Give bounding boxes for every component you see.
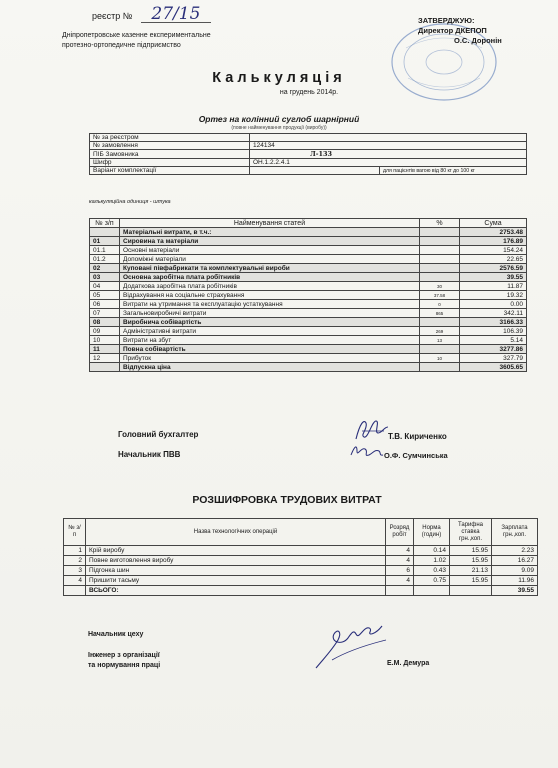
labor-cell-rank: 4 — [386, 546, 414, 556]
labor-cell-norm: 0.43 — [414, 566, 450, 576]
cost-cell-sum: 2753.48 — [460, 228, 527, 237]
cost-row — [90, 327, 527, 336]
labor-cell-op: Пришити тасьму — [86, 576, 386, 586]
cost-cell-no: 01.1 — [90, 246, 120, 255]
cost-cell-pct: 13 — [420, 336, 460, 345]
cost-cell-no: 07 — [90, 309, 120, 318]
labor-cell-rate: 15.95 — [450, 576, 492, 586]
cost-cell-pct — [420, 345, 460, 354]
labor-col-rank: Розряд робіт — [386, 519, 414, 546]
cost-cell-name: Витрати на збут — [120, 336, 420, 345]
org-line-2: протезно-ортопедичне підприємство — [62, 42, 181, 49]
order-meta-table — [89, 133, 527, 175]
cost-cell-no: 11 — [90, 345, 120, 354]
meta-row — [90, 142, 527, 150]
signature-demura-icon — [312, 620, 390, 672]
cost-cell-name: Прибуток — [120, 354, 420, 363]
organization-name — [62, 31, 211, 51]
cost-row — [90, 336, 527, 345]
labor-cell-op: Повне виготовлення виробу — [86, 556, 386, 566]
cost-cell-no: 05 — [90, 291, 120, 300]
labor-total-value: 39.55 — [492, 586, 538, 596]
cost-table — [89, 218, 527, 372]
labor-total-spacer — [64, 586, 86, 596]
cost-cell-name: Допоміжні матеріали — [120, 255, 420, 264]
document-title: Калькуляція — [212, 70, 346, 86]
engineer-label-line-2: та нормування праці — [88, 662, 161, 669]
cost-cell-sum: 176.89 — [460, 237, 527, 246]
labor-total-row — [64, 586, 538, 596]
cost-cell-name: Адміністративні витрати — [120, 327, 420, 336]
meta-row — [90, 159, 527, 167]
product-note: (повне найменування продукції (виробу)) — [231, 125, 327, 131]
cost-cell-sum: 0.00 — [460, 300, 527, 309]
meta-value — [250, 134, 527, 142]
approve-position: Директор ДКЕПОП — [418, 26, 487, 35]
cost-cell-name: Повна собівартість — [120, 345, 420, 354]
labor-cell-norm: 0.75 — [414, 576, 450, 586]
meta-label: Варіант комплектації — [90, 167, 250, 175]
cost-cell-pct — [420, 264, 460, 273]
meta-row — [90, 167, 527, 175]
cost-cell-pct: 10 — [420, 354, 460, 363]
cost-cell-no: 12 — [90, 354, 120, 363]
pvv-head-name: О.Ф. Сумчинська — [384, 451, 448, 460]
labor-cell-rank: 6 — [386, 566, 414, 576]
cost-cell-no: 06 — [90, 300, 120, 309]
labor-total-spacer — [386, 586, 414, 596]
cost-cell-sum: 39.55 — [460, 273, 527, 282]
meta-extra: для пацієнтів вагою від 80 кг до 100 кг — [380, 167, 527, 175]
labor-table-body — [64, 546, 538, 586]
cost-cell-no: 01 — [90, 237, 120, 246]
cost-row — [90, 318, 527, 327]
cost-row — [90, 273, 527, 282]
cost-cell-sum: 22.65 — [460, 255, 527, 264]
cost-row — [90, 354, 527, 363]
labor-row — [64, 576, 538, 586]
cost-cell-name: Куповані півфабрикати та комплектувальні вироби — [120, 264, 420, 273]
cost-cell-sum: 2576.59 — [460, 264, 527, 273]
cost-row — [90, 255, 527, 264]
labor-row — [64, 546, 538, 556]
approve-name: О.С. Доронін — [454, 36, 502, 45]
labor-cell-norm: 0.14 — [414, 546, 450, 556]
cost-cell-name: Виробнича собівартість — [120, 318, 420, 327]
col-header-pct: % — [420, 219, 460, 228]
labor-header-row — [64, 519, 538, 546]
signature-sumchynska-icon — [349, 443, 385, 459]
cost-cell-pct — [420, 318, 460, 327]
cost-row — [90, 291, 527, 300]
labor-cell-no: 2 — [64, 556, 86, 566]
cost-cell-sum: 3166.33 — [460, 318, 527, 327]
labor-cell-rate: 15.95 — [450, 546, 492, 556]
cost-row — [90, 237, 527, 246]
cost-cell-name: Витрати на утримання та експлуатацію устаткування — [120, 300, 420, 309]
labor-cell-no: 1 — [64, 546, 86, 556]
registry-line — [92, 6, 211, 23]
labor-cell-op: Підгонка шин — [86, 566, 386, 576]
meta-label: № за реєстром — [90, 134, 250, 142]
calc-unit-note: калькуляційна одиниця - штука — [89, 199, 171, 205]
labor-col-no: № з/п — [64, 519, 86, 546]
registry-number: 27/15 — [141, 6, 211, 23]
cost-cell-pct: 269 — [420, 327, 460, 336]
labor-cell-wage: 16.27 — [492, 556, 538, 566]
meta-value: ОН.1.2.2.4.1 — [250, 159, 527, 167]
labor-col-wage: Зарплата грн.,коп. — [492, 519, 538, 546]
meta-label: ПІБ Замовника — [90, 150, 250, 159]
chief-accountant-name: Т.В. Кириченко — [388, 432, 447, 441]
cost-cell-pct — [420, 246, 460, 255]
cost-header-row — [90, 219, 527, 228]
cost-cell-pct — [420, 363, 460, 372]
labor-col-rate: Тарифна ставка грн.,коп. — [450, 519, 492, 546]
chief-accountant-label: Головний бухгалтер — [118, 430, 199, 439]
labor-costs-title: РОЗШИФРОВКА ТРУДОВИХ ВИТРАТ — [192, 494, 382, 506]
cost-cell-sum: 11.87 — [460, 282, 527, 291]
labor-cell-wage: 9.09 — [492, 566, 538, 576]
cost-cell-sum: 19.32 — [460, 291, 527, 300]
cost-row — [90, 300, 527, 309]
cost-cell-pct: 0 — [420, 300, 460, 309]
labor-total-label: ВСЬОГО: — [86, 586, 386, 596]
cost-cell-sum: 3605.65 — [460, 363, 527, 372]
approve-label: ЗАТВЕРДЖУЮ: — [418, 16, 475, 25]
cost-cell-no: 10 — [90, 336, 120, 345]
cost-cell-name: Основні матеріали — [120, 246, 420, 255]
cost-cell-pct — [420, 255, 460, 264]
cost-cell-sum: 327.79 — [460, 354, 527, 363]
registry-label: реєстр № — [92, 11, 133, 21]
cost-cell-name: Основна заробітна плата робітників — [120, 273, 420, 282]
engineer-label — [88, 651, 160, 671]
meta-value: Л-133 — [250, 150, 527, 159]
labor-col-op: Назва технологічних операцій — [86, 519, 386, 546]
labor-cell-rate: 21.13 — [450, 566, 492, 576]
labor-cell-wage: 2.23 — [492, 546, 538, 556]
cost-cell-sum: 3277.86 — [460, 345, 527, 354]
labor-table — [63, 518, 538, 596]
meta-value: 124134 — [250, 142, 527, 150]
meta-value — [250, 167, 380, 175]
meta-row — [90, 150, 527, 159]
cost-cell-no: 04 — [90, 282, 120, 291]
cost-cell-sum: 5.14 — [460, 336, 527, 345]
cost-cell-name: Додаткова заробітна плата робітників — [120, 282, 420, 291]
cost-cell-no — [90, 228, 120, 237]
cost-cell-sum: 154.24 — [460, 246, 527, 255]
cost-row — [90, 345, 527, 354]
labor-row — [64, 556, 538, 566]
col-header-sum: Сума — [460, 219, 527, 228]
cost-row — [90, 363, 527, 372]
org-line-1: Дніпропетровське казенне експериментальне — [62, 32, 211, 39]
cost-row — [90, 264, 527, 273]
labor-cell-no: 4 — [64, 576, 86, 586]
labor-cell-rank: 4 — [386, 576, 414, 586]
cost-cell-no: 03 — [90, 273, 120, 282]
cost-cell-no: 02 — [90, 264, 120, 273]
col-header-no: № з/п — [90, 219, 120, 228]
approval-block — [418, 16, 502, 46]
labor-col-norm: Норма (годин) — [414, 519, 450, 546]
labor-cell-rate: 15.95 — [450, 556, 492, 566]
cost-cell-no: 08 — [90, 318, 120, 327]
cost-cell-pct: 37.58 — [420, 291, 460, 300]
cost-cell-sum: 106.39 — [460, 327, 527, 336]
meta-label: Шифр — [90, 159, 250, 167]
labor-cell-rank: 4 — [386, 556, 414, 566]
cost-cell-pct — [420, 237, 460, 246]
engineer-name: Е.М. Демура — [387, 660, 430, 667]
cost-row — [90, 309, 527, 318]
col-header-name: Найменування статей — [120, 219, 420, 228]
labor-row — [64, 566, 538, 576]
cost-cell-name: Відпускна ціна — [120, 363, 420, 372]
document-period: на грудень 2014р. — [279, 89, 339, 96]
cost-cell-pct: 865 — [420, 309, 460, 318]
cost-cell-name: Загальновиробничі витрати — [120, 309, 420, 318]
cost-cell-pct — [420, 273, 460, 282]
labor-cell-no: 3 — [64, 566, 86, 576]
cost-table-body — [90, 228, 527, 372]
signature-kyrychenko-icon — [350, 417, 390, 443]
cost-row — [90, 282, 527, 291]
meta-row — [90, 134, 527, 142]
labor-total-spacer — [450, 586, 492, 596]
cost-cell-name: Відрахування на соціальне страхування — [120, 291, 420, 300]
labor-total-spacer — [414, 586, 450, 596]
engineer-label-line-1: Інженер з організації — [88, 652, 160, 659]
cost-row — [90, 228, 527, 237]
labor-cell-norm: 1.02 — [414, 556, 450, 566]
cost-cell-sum: 342.11 — [460, 309, 527, 318]
cost-cell-no — [90, 363, 120, 372]
cost-cell-name: Матеріальні витрати, в т.ч.: — [120, 228, 420, 237]
cost-cell-no: 01.2 — [90, 255, 120, 264]
cost-cell-no: 09 — [90, 327, 120, 336]
shop-head-label: Начальник цеху — [88, 631, 144, 638]
labor-cell-op: Крій виробу — [86, 546, 386, 556]
cost-cell-name: Сировина та матеріали — [120, 237, 420, 246]
cost-row — [90, 246, 527, 255]
pvv-head-label: Начальник ПВВ — [118, 450, 181, 459]
labor-cell-wage: 11.96 — [492, 576, 538, 586]
cost-cell-pct: 30 — [420, 282, 460, 291]
meta-label: № замовлення — [90, 142, 250, 150]
product-name: Ортез на колінний суглоб шарнірний — [198, 114, 360, 124]
cost-cell-pct — [420, 228, 460, 237]
